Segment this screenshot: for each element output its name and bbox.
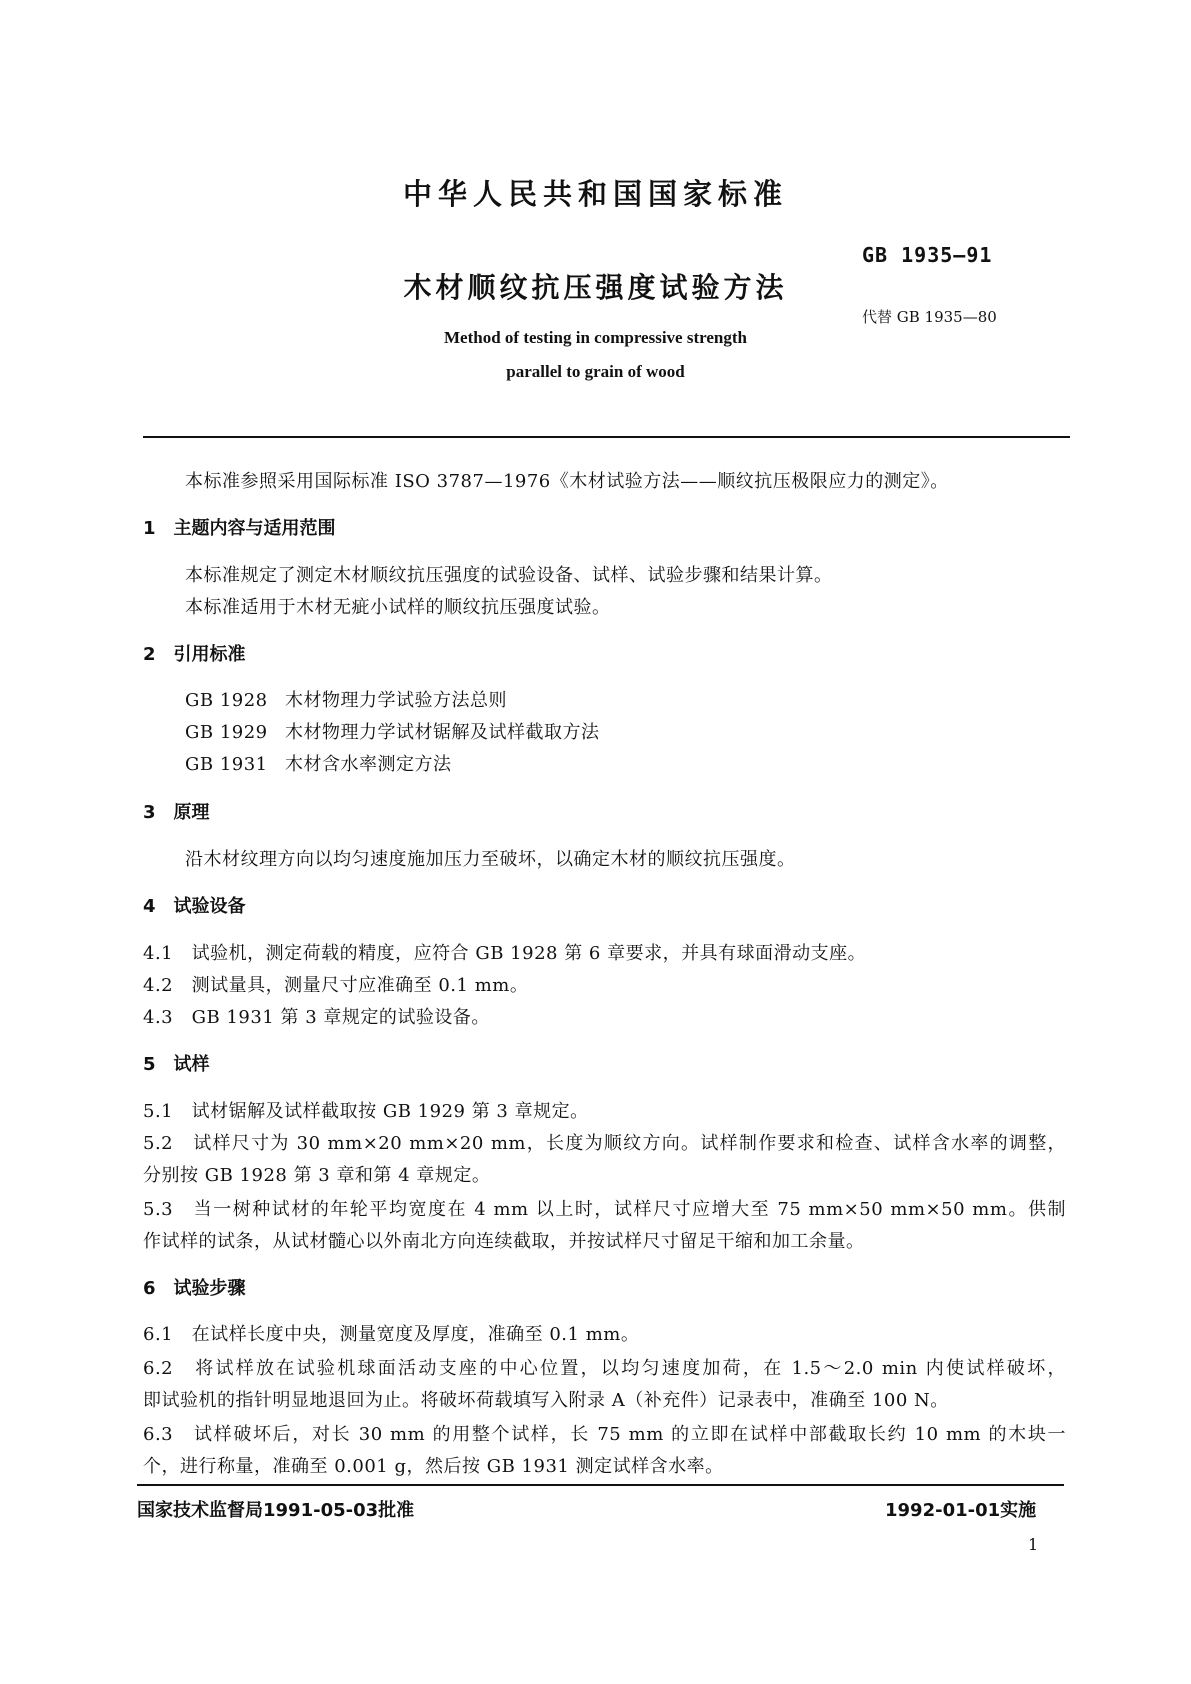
document-title: 木材顺纹抗压强度试验方法	[403, 271, 788, 304]
national-standard-heading: 中华人民共和国国家标准	[402, 177, 788, 211]
clause-4-2: 4.2 测试量具，测量尺寸应准确至 0.1 mm。	[143, 975, 529, 996]
section-1-para-1: 本标准规定了测定木材顺纹抗压强度的试验设备、试样、试验步骤和结果计算。	[185, 565, 833, 586]
clause-5-1: 5.1 试材锯解及试样截取按 GB 1929 第 3 章规定。	[143, 1101, 589, 1122]
standard-code: GB 1935—91	[862, 243, 993, 267]
reference-code: GB 1929	[185, 722, 268, 743]
reference-code: GB 1928	[185, 690, 268, 711]
intro-paragraph: 本标准参照采用国际标准 ISO 3787—1976《木材试验方法——顺纹抗压极限应力的测定》。	[185, 471, 949, 492]
clause-6-3-line-1: 6.3 试样破坏后，对长 30 mm 的用整个试样，长 75 mm 的立即在试样中部截取长约 10 mm 的木块一	[143, 1424, 1066, 1445]
reference-code: GB 1931	[185, 754, 268, 775]
section-1-para-2: 本标准适用于木材无疵小试样的顺纹抗压强度试验。	[185, 597, 611, 618]
header-divider	[143, 436, 1070, 438]
section-2-heading: 2 引用标准	[143, 644, 246, 665]
reference-name: 木材物理力学试验方法总则	[285, 690, 507, 711]
reference-item	[185, 686, 507, 712]
clause-5-2-line-2: 分别按 GB 1928 第 3 章和第 4 章规定。	[143, 1165, 491, 1186]
reference-name: 木材含水率测定方法	[285, 754, 452, 775]
section-3-heading: 3 原理	[143, 802, 210, 823]
clause-4-1: 4.1 试验机，测定荷载的精度，应符合 GB 1928 第 6 章要求，并具有球面滑动支座。	[143, 943, 867, 964]
reference-item	[185, 718, 600, 744]
clause-4-3: 4.3 GB 1931 第 3 章规定的试验设备。	[143, 1007, 490, 1028]
clause-6-2-line-2: 即试验机的指针明显地退回为止。将破坏荷载填写入附录 A（补充件）记录表中，准确至 100 N。	[143, 1390, 949, 1411]
clause-5-3-line-1: 5.3 当一树种试材的年轮平均宽度在 4 mm 以上时，试样尺寸应增大至 75 mm×50 mm×50 mm。供制	[143, 1199, 1066, 1220]
section-5-heading: 5 试样	[143, 1054, 210, 1075]
footer-divider	[137, 1484, 1064, 1486]
section-4-heading: 4 试验设备	[143, 896, 246, 917]
page-number: 1	[1028, 1535, 1039, 1554]
clause-5-2-line-1: 5.2 试样尺寸为 30 mm×20 mm×20 mm，长度为顺纹方向。试样制作要求和检查、试样含水率的调整，	[143, 1133, 1066, 1154]
english-title-line2: parallel to grain of wood	[506, 362, 685, 381]
section-6-heading: 6 试验步骤	[143, 1278, 246, 1299]
section-1-heading: 1 主题内容与适用范围	[143, 518, 336, 539]
effective-date: 1992-01-01实施	[885, 1500, 1037, 1521]
clause-6-1: 6.1 在试样长度中央，测量宽度及厚度，准确至 0.1 mm。	[143, 1324, 640, 1345]
clause-6-2-line-1: 6.2 将试样放在试验机球面活动支座的中心位置，以均匀速度加荷，在 1.5～2.0 min 内使试样破坏，	[143, 1358, 1066, 1379]
english-title-line1: Method of testing in compressive strength	[444, 328, 747, 347]
replaces-note: 代替 GB 1935—80	[862, 308, 997, 326]
section-3-para: 沿木材纹理方向以均匀速度施加压力至破坏，以确定木材的顺纹抗压强度。	[185, 849, 796, 870]
reference-item	[185, 750, 452, 776]
reference-name: 木材物理力学试材锯解及试样截取方法	[285, 722, 600, 743]
approval-note: 国家技术监督局1991-05-03批准	[137, 1500, 415, 1521]
clause-6-3-line-2: 个，进行称量，准确至 0.001 g，然后按 GB 1931 测定试样含水率。	[143, 1456, 724, 1477]
clause-5-3-line-2: 作试样的试条，从试材髓心以外南北方向连续截取，并按试样尺寸留足干缩和加工余量。	[143, 1231, 865, 1252]
